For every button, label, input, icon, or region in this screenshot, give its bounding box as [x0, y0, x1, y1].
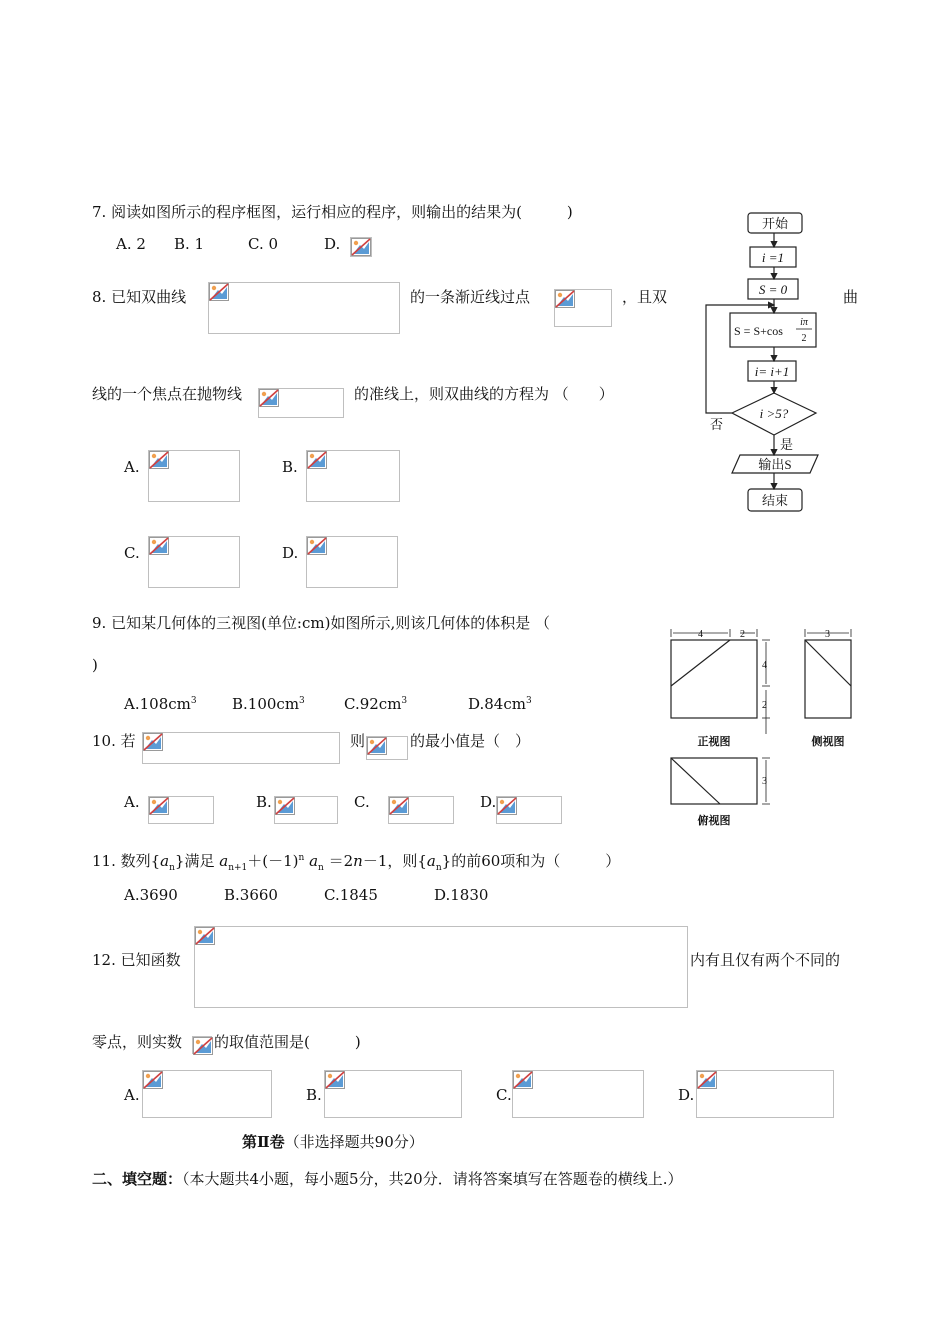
- q10-option-c: C.: [354, 793, 370, 811]
- q10-option-d: D.: [480, 793, 497, 811]
- section2-title: 二、填空题：: [92, 1170, 183, 1188]
- flow-frac-num: iπ: [800, 317, 808, 328]
- q11-n-var: n: [353, 852, 363, 870]
- broken-image: [208, 282, 400, 334]
- flow-update-s-label: S = S+cos: [734, 324, 783, 338]
- q10-option-a: A.: [124, 793, 140, 811]
- flow-init-s-label: S = 0: [758, 282, 788, 297]
- section2-heading: [92, 1169, 682, 1189]
- q11-seq-var-4: a: [426, 852, 436, 870]
- q9-option-c: [344, 691, 407, 714]
- q9-option-b: [232, 691, 305, 714]
- broken-image: [148, 450, 240, 502]
- q8-line2-a: 线的一个焦点在抛物线: [92, 385, 243, 403]
- side-view-label: 侧视图: [811, 736, 845, 748]
- flow-start-label: 开始: [761, 216, 789, 231]
- broken-image-icon: [367, 737, 387, 755]
- q11-seq-var-3: a: [309, 852, 319, 870]
- flow-output-label: 输出S: [758, 457, 792, 472]
- q7-stem: 7. 阅读如图所示的程序框图，运行相应的程序，则输出的结果为( ): [92, 203, 573, 221]
- q8-text-1: 8. 已知双曲线: [92, 288, 187, 306]
- front-view-dim-4: 4: [698, 629, 703, 640]
- q11-exp: n: [298, 853, 305, 863]
- q12-line2-a: 零点，则实数: [92, 1033, 183, 1051]
- broken-image: [306, 450, 400, 502]
- flow-init-i-label: i =1: [761, 250, 785, 265]
- broken-image-icon: [513, 1071, 533, 1089]
- q7-option-b: B. 1: [174, 235, 205, 253]
- q11-sub-4: n: [435, 863, 442, 873]
- q9-option-a-exp: 3: [190, 696, 197, 706]
- broken-image: [142, 732, 340, 764]
- q11-seg-7: }的前60项和为（ ）: [441, 852, 621, 870]
- q9-option-d: [468, 691, 532, 714]
- flow-end-label: 结束: [761, 493, 789, 508]
- q12-line2-b: 的取值范围是( ): [214, 1033, 361, 1051]
- broken-image: [148, 536, 240, 588]
- q11-seq-var-1: a: [160, 852, 170, 870]
- q8-option-a: A.: [124, 458, 140, 476]
- q8-text-3: ，且双: [622, 288, 668, 306]
- broken-image-icon: [149, 537, 169, 555]
- broken-image-icon: [143, 1071, 163, 1089]
- q11-seg-1: 11. 数列{: [92, 852, 161, 870]
- broken-image: [194, 926, 688, 1008]
- q11-option-c: C.1845: [324, 886, 378, 904]
- broken-image-icon: [555, 290, 575, 308]
- broken-image: [142, 1070, 272, 1118]
- flow-condition-label: i >5?: [759, 406, 789, 421]
- q10-text-1: 10. 若: [92, 732, 136, 750]
- three-views-figure: [664, 624, 864, 830]
- q11-seg-6: －1，则{: [362, 852, 427, 870]
- side-view-dim-3: 3: [825, 629, 830, 640]
- q12-option-c: C.: [496, 1086, 512, 1104]
- broken-image: [696, 1070, 834, 1118]
- q12-option-a: A.: [124, 1086, 140, 1104]
- front-view-dim-2v: 2: [762, 700, 767, 711]
- q8-text-2: 的一条渐近线过点: [410, 288, 531, 306]
- broken-image: [148, 796, 214, 824]
- broken-image-icon: [325, 1071, 345, 1089]
- q11-sub-1: n: [169, 863, 175, 873]
- broken-image-icon: [497, 797, 517, 815]
- q9-option-b-text: B.100cm: [232, 695, 300, 713]
- q11-seg-2: }满足: [174, 852, 220, 870]
- flowchart: [690, 205, 840, 517]
- top-view-dim-3v: 3: [762, 776, 767, 787]
- section2-volume-note: （非选择题共90分）: [284, 1133, 424, 1151]
- q8-line2-b: 的准线上，则双曲线的方程为 （ ）: [354, 385, 614, 403]
- section2-volume: [242, 1132, 424, 1152]
- q7-option-a: A. 2: [116, 235, 146, 253]
- broken-image-icon: [149, 451, 169, 469]
- q11-option-d: D.1830: [434, 886, 489, 904]
- broken-image-icon: [193, 1037, 213, 1055]
- q10-option-b: B.: [256, 793, 272, 811]
- q11-option-a: A.3690: [124, 886, 178, 904]
- q12-text-1: 12. 已知函数: [92, 951, 181, 969]
- broken-image-icon: [389, 797, 409, 815]
- q11-seq-var-2: a: [219, 852, 229, 870]
- q9-stem: 9. 已知某几何体的三视图(单位:cm)如图所示,则该几何体的体积是 （: [92, 614, 551, 632]
- q9-option-c-exp: 3: [401, 696, 408, 706]
- q9-option-d-exp: 3: [525, 696, 532, 706]
- section2-volume-title: 第Ⅱ卷: [242, 1133, 285, 1151]
- q8-text-4: 曲: [843, 288, 859, 306]
- q12-text-2: 内有且仅有两个不同的: [690, 951, 841, 969]
- front-view-dim-4v: 4: [762, 660, 767, 671]
- q12-option-d: D.: [678, 1086, 695, 1104]
- q11-option-b: B.3660: [224, 886, 278, 904]
- top-view-label: 俯视图: [697, 815, 731, 827]
- flow-no-label: 否: [710, 417, 724, 432]
- q11-sub-3: n: [318, 863, 324, 873]
- flow-frac-den: 2: [801, 333, 807, 344]
- flow-incr-label: i= i+1: [754, 364, 790, 379]
- q11-seg-3: ＋(－1): [247, 852, 299, 870]
- q9-option-c-text: C.92cm: [344, 695, 402, 713]
- q11-stem: [92, 848, 620, 878]
- broken-image: [366, 736, 408, 760]
- q7-option-d: D.: [324, 235, 341, 253]
- q9-option-a: [124, 691, 197, 714]
- q10-text-3: 的最小值是（ ）: [410, 732, 531, 750]
- broken-image: [258, 388, 344, 418]
- broken-image: [496, 796, 562, 824]
- broken-image-icon: [351, 238, 371, 256]
- q9-stem-close: ): [92, 656, 98, 674]
- broken-image: [274, 796, 338, 824]
- q10-text-2: 则: [350, 732, 366, 750]
- q9-option-a-text: A.108cm: [124, 695, 191, 713]
- broken-image: [554, 289, 612, 327]
- q9-option-b-exp: 3: [299, 696, 305, 706]
- q8-option-d: D.: [282, 544, 299, 562]
- broken-image-icon: [143, 733, 163, 751]
- broken-image: [192, 1036, 212, 1054]
- broken-image-icon: [149, 797, 169, 815]
- section2-note: （本大题共4小题，每小题5分，共20分．请将答案填写在答题卷的横线上.）: [182, 1170, 683, 1188]
- broken-image-icon: [209, 283, 229, 301]
- q11-seg-5: ＝2: [323, 852, 354, 870]
- q12-option-b: B.: [306, 1086, 322, 1104]
- q9-option-d-text: D.84cm: [468, 695, 526, 713]
- broken-image-icon: [307, 451, 327, 469]
- broken-image: [306, 536, 398, 588]
- front-view-label: 正视图: [697, 736, 731, 748]
- q11-sub-2: n+1: [228, 863, 248, 873]
- top-view-rect: [671, 758, 757, 804]
- broken-image-icon: [195, 927, 215, 945]
- broken-image: [324, 1070, 462, 1118]
- broken-image-icon: [275, 797, 295, 815]
- front-view-dim-2: 2: [740, 629, 745, 640]
- front-view-rect: [671, 640, 757, 718]
- broken-image-icon: [259, 389, 279, 407]
- broken-image-icon: [697, 1071, 717, 1089]
- broken-image: [512, 1070, 644, 1118]
- q8-option-c: C.: [124, 544, 140, 562]
- broken-image: [388, 796, 454, 824]
- flow-yes-label: 是: [780, 437, 794, 452]
- q8-option-b: B.: [282, 458, 298, 476]
- q7-option-c: C. 0: [248, 235, 279, 253]
- broken-image: [350, 237, 372, 257]
- broken-image-icon: [307, 537, 327, 555]
